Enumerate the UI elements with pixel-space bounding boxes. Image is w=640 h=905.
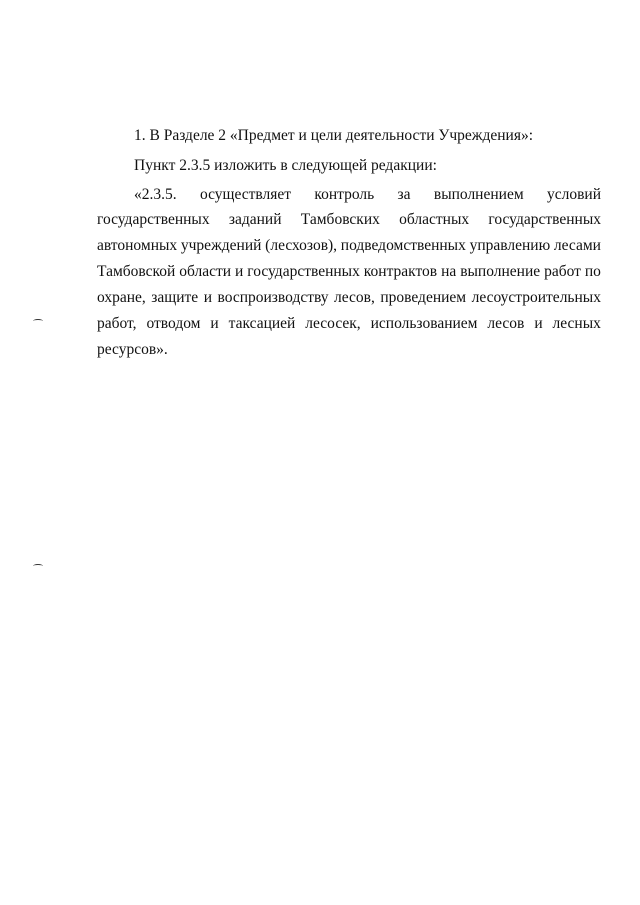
word: лесных (552, 315, 601, 332)
word: и (210, 315, 219, 332)
amendment-instruction: Пункт 2.3.5 изложить в следующей редакции: (134, 157, 437, 174)
word: и (235, 263, 244, 280)
word: Тамбовской (97, 263, 176, 280)
paragraph-line-1 (134, 186, 601, 204)
word: выполнение (460, 263, 541, 280)
word: отводом (146, 315, 201, 332)
word: лесами (553, 237, 601, 254)
word: и (534, 315, 543, 332)
word: работ (544, 263, 581, 280)
punch-hole-mark (33, 564, 43, 568)
paragraph-line-5 (97, 289, 601, 307)
paragraph-line-3 (97, 237, 601, 255)
paragraph-line-6 (97, 315, 601, 333)
word: использованием (370, 315, 478, 332)
word: «2.3.5. (134, 186, 177, 203)
word: подведомственных (340, 237, 466, 254)
word: лесов (487, 315, 525, 332)
word: заданий (228, 211, 282, 228)
amendment-heading: 1. В Разделе 2 «Предмет и цели деятельности Учреждения»: (134, 127, 534, 144)
word: защите (151, 289, 199, 306)
word: воспроизводству (217, 289, 329, 306)
word: области (179, 263, 232, 280)
paragraph-line-2 (97, 211, 601, 229)
word: лесосек, (305, 315, 361, 332)
word: Тамбовских (300, 211, 380, 228)
word: условий (546, 186, 601, 203)
word: автономных (97, 237, 178, 254)
word: государственных (247, 263, 360, 280)
word: таксацией (228, 315, 296, 332)
word: проведением (380, 289, 467, 306)
word: осуществляет (199, 186, 292, 203)
word: за (397, 186, 411, 203)
word: (лесхозов), (265, 237, 338, 254)
word: лесов, (334, 289, 375, 306)
word: охране, (97, 289, 146, 306)
word: учреждений (180, 237, 262, 254)
word: управлению (469, 237, 551, 254)
word: лесоустроительных (471, 289, 601, 306)
paragraph-line-4 (97, 263, 601, 281)
punch-hole-mark (33, 319, 43, 323)
word: контрактов (363, 263, 438, 280)
word: контроль (314, 186, 375, 203)
word: государственных (97, 211, 210, 228)
word: выполнением (433, 186, 524, 203)
word: на (441, 263, 457, 280)
paragraph-line-7: ресурсов». (97, 341, 168, 358)
word: работ, (97, 315, 137, 332)
word: областных (399, 211, 470, 228)
word: по (584, 263, 601, 280)
word: государственных (488, 211, 601, 228)
word: и (203, 289, 212, 306)
